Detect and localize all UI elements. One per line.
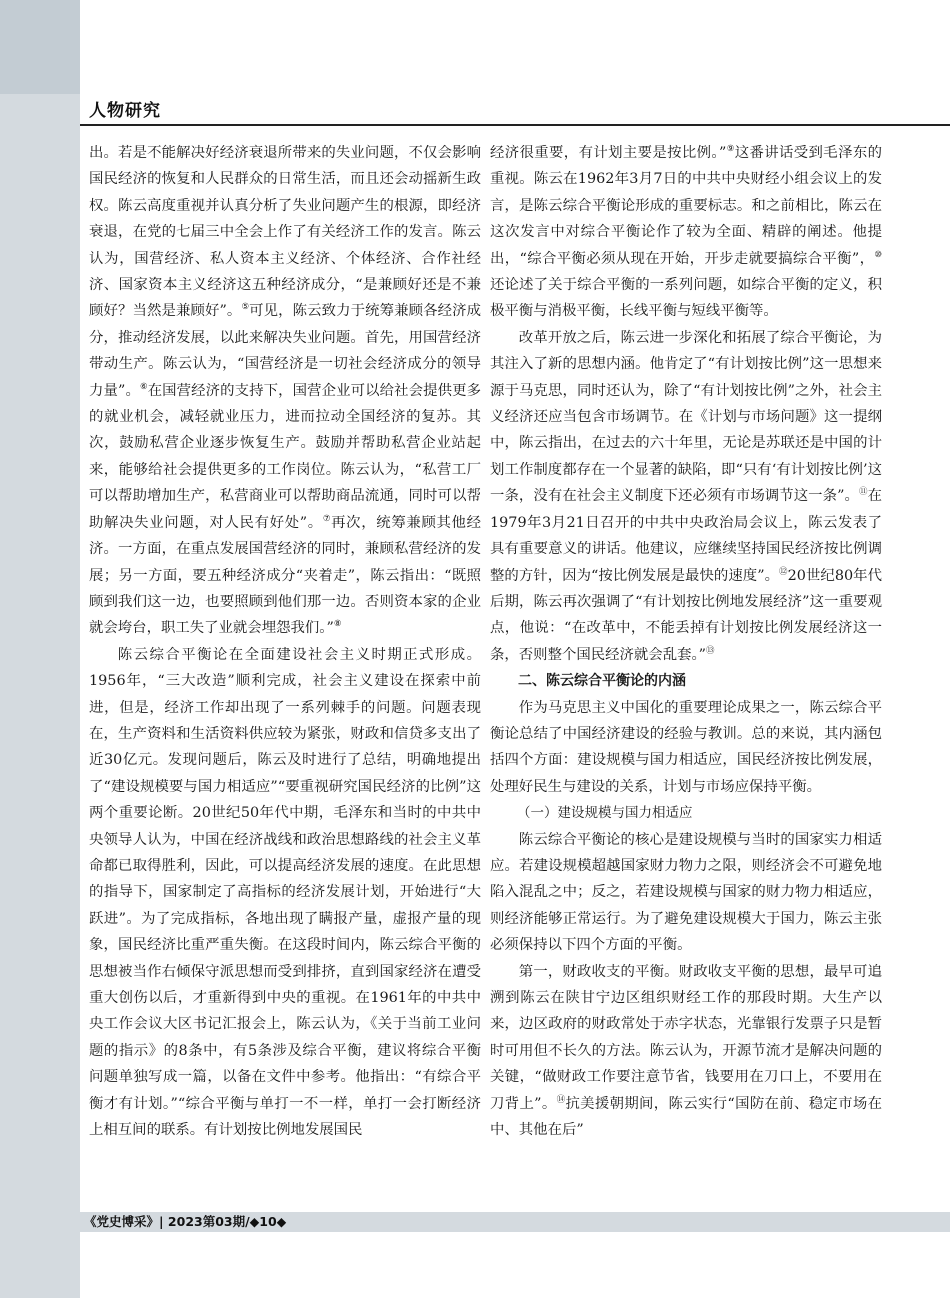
footnote-marker: ⑪ <box>859 487 868 498</box>
paragraph: 第一，财政收支的平衡。财政收支平衡的思想，最早可追溯到陈云在陕甘宁边区组织财经工作的那段时期。大生产以来，边区政府的财政常处于赤字状态，光靠银行发票子只是暂时可用但不长久的方法。陈云认为，开源节流才是解决问题的关键，“做财政工作要注意节省，钱要用在刀口上，不要用在刀背上”。⑭抗美援朝期间，陈云实行“国防在前、稳定市场在中、其他在后” <box>490 963 882 1139</box>
footnote-marker: ⑦ <box>322 513 332 524</box>
left-column <box>89 140 481 1143</box>
footnote-marker: ⑭ <box>556 1094 566 1105</box>
footnote-marker: ⑩ <box>874 249 882 260</box>
subsection-heading: （一）建设规模与国力相适应 <box>517 805 693 822</box>
paragraph: 改革开放之后，陈云进一步深化和拓展了综合平衡论，为其注入了新的思想内涵。他肯定了“有计划按比例”这一思想来源于马克思，同时还认为，除了“有计划按比例”之外，社会主义经济还应当包含市场调节。在《计划与市场问题》这一提纲中，陈云指出，在过去的六十年里，无论是苏联还是中国的计划工作制度都存在一个显著的缺陷，即“只有‘有计划按比例’这一条，没有在社会主义制度下还必须有市场调节这一条”。⑪在1979年3月21日召开的中共中央政治局会议上，陈云发表了具有重要意义的讲话。他建议，应继续坚持国民经济按比例调整的方针，因为“按比例发展是最快的速度”。⑫20世纪80年代后期，陈云再次强调了“有计划按比例地发展经济”这一重要观点，他说：“在改革中，不能丢掉有计划按比例发展经济这一条，否则整个国民经济就会乱套。”⑬ <box>490 329 882 663</box>
footnote-marker: ⑨ <box>726 144 735 155</box>
paragraph: 经济很重要，有计划主要是按比例。”⑨这番讲话受到毛泽东的重视。陈云在1962年3月7日的中共中央财经小组会议上的发言，是陈云综合平衡论形成的重要标志。和之前相比，陈云在这次发言中对综合平衡论作了较为全面、精辟的阐述。他提出，“综合平衡必须从现在开始，开步走就要搞综合平衡”，⑩还论述了关于综合平衡的一系列问题，如综合平衡的定义，积极平衡与消极平衡，长线平衡与短线平衡等。 <box>490 144 882 320</box>
paragraph: 出。若是不能解决好经济衰退所带来的失业问题，不仅会影响国民经济的恢复和人民群众的日常生活，而且还会动摇新生政权。陈云高度重视并认真分析了失业问题产生的根源，即经济衰退，在党的七届三中全会上作了有关经济工作的发言。陈云认为，国营经济、私人资本主义经济、个体经济、合作社经济、国家资本主义经济这五种经济成分，“是兼顾好还是不兼顾好？当然是兼顾好”。⑤可见，陈云致力于统筹兼顾各经济成分，推动经济发展，以此来解决失业问题。首先，用国营经济带动生产。陈云认为，“国营经济是一切社会经济成分的领导力量”。⑥在国营经济的支持下，国营企业可以给社会提供更多的就业机会，减轻就业压力，进而拉动全国经济的复苏。其次，鼓励私营企业逐步恢复生产。鼓励并帮助私营企业站起来，能够给社会提供更多的工作岗位。陈云认为，“私营工厂可以帮助增加生产，私营商业可以帮助商品流通，同时可以帮助解决失业问题，对人民有好处”。⑦再次，统筹兼顾其他经济。一方面，在重点发展国营经济的同时，兼顾私营经济的发展；另一方面，要五种经济成分“夹着走”，陈云指出：“既照顾到我们这一边，也要照顾到他们那一边。否则资本家的企业就会垮台，职工失了业就会埋怨我们。”⑧ <box>89 145 482 637</box>
top-color-block <box>0 0 80 94</box>
footnote-marker: ⑤ <box>241 302 250 313</box>
paragraph: 作为马克思主义中国化的重要理论成果之一，陈云综合平衡论总结了中国经济建设的经验与教训。总的来说，其内涵包括四个方面：建设规模与国力相适应，国民经济按比例发展，处理好民生与建设的关系，计划与市场应保持平衡。 <box>490 699 882 795</box>
side-color-band <box>0 0 80 1298</box>
header-rule <box>80 124 950 126</box>
footnote-marker: ⑧ <box>333 619 342 630</box>
footnote-marker: ⑫ <box>779 566 788 577</box>
section-heading: 二、陈云综合平衡论的内涵 <box>518 673 686 690</box>
paragraph: 陈云综合平衡论在全面建设社会主义时期正式形成。1956年，“三大改造”顺利完成，社会主义建设在探索中前进，但是，经济工作却出现了一系列棘手的问题。问题表现在，生产资料和生活资料供应较为紧张，财政和信贷多支出了近30亿元。发现问题后，陈云及时进行了总结，明确地提出了“建设规模要与国力相适应”“要重视研究国民经济的比例”这两个重要论断。20世纪50年代中期，毛泽东和当时的中共中央领导人认为，中国在经济战线和政治思想路线的社会主义革命都已取得胜利，因此，可以提高经济发展的速度。在此思想的指导下，国家制定了高指标的经济发展计划，开始进行“大跃进”。为了完成指标，各地出现了瞒报产量，虚报产量的现象，国民经济比重严重失衡。在这段时间内，陈云综合平衡的思想被当作右倾保守派思想而受到排挤，直到国家经济在遭受重大创伤以后，才重新得到中央的重视。在1961年的中共中央工作会议大区书记汇报会上，陈云认为，《关于当前工业问题的指示》的8条中，有5条涉及综合平衡，建议将综合平衡问题单独写成一篇，以备在文件中参考。他指出：“有综合平衡才有计划。”“综合平衡与单打一不一样，单打一会打断经济上相互间的联系。有计划按比例地发展国民 <box>89 646 481 1139</box>
footer-journal-info: 《党史博采》| 2023第03期/◆10◆ <box>84 1214 287 1229</box>
section-title: 人物研究 <box>89 101 161 121</box>
footnote-marker: ⑬ <box>706 645 715 656</box>
paragraph: 陈云综合平衡论的核心是建设规模与当时的国家实力相适应。若建设规模超越国家财力物力之限，则经济会不可避免地陷入混乱之中；反之，若建设规模与国家的财力物力相适应，则经济能够正常运行。为了避免建设规模大于国力，陈云主张必须保持以下四个方面的平衡。 <box>490 831 882 954</box>
footnote-marker: ⑥ <box>139 381 148 392</box>
right-column <box>490 140 882 1143</box>
